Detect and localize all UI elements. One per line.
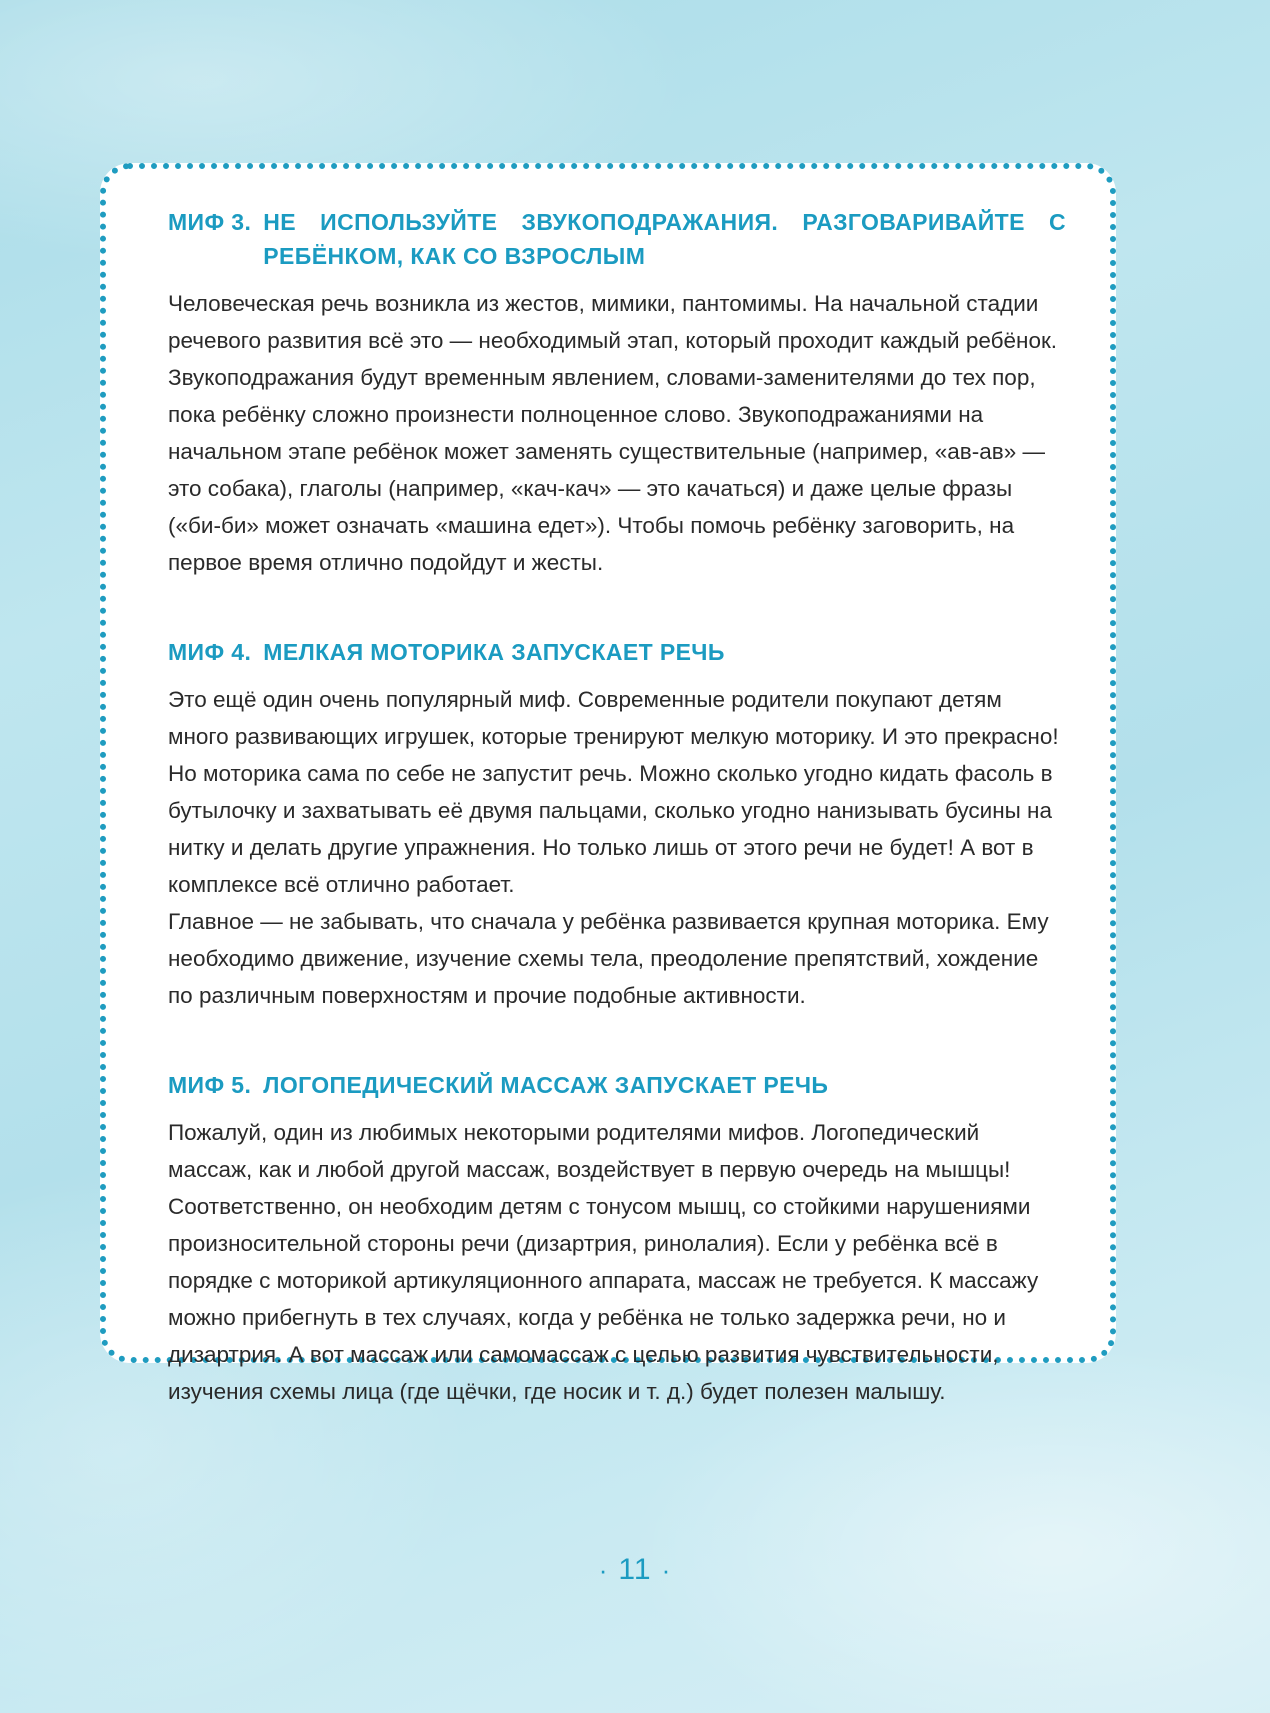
myth-4-section (168, 635, 1066, 1014)
page-number-value: 11 (618, 1553, 652, 1586)
myth-5-paragraph-1: Пожалуй, один из любимых некоторыми родителями мифов. Логопедический массаж, как и любой другой массаж, воздействует в первую очередь на мышцы! Соответственно, он необходим детям с тонусом мышц, со стойкими нарушениями произносительной стороны речи (дизартрия, ринолалия). Если у ребёнка всё в порядке с моторикой артикуляционного аппарата, массаж не требуется. К массажу можно прибегнуть в тех случаях, когда у ребёнка не только задержка речи, но и дизартрия. А вот массаж или самомассаж с целью развития чувствительности, изучения схемы лица (где щёчки, где носик и т. д.) будет полезен малышу. (168, 1120, 1039, 1404)
myth-4-body (168, 681, 1066, 1014)
myth-4-paragraph-1: Это ещё один очень популярный миф. Современные родители покупают детям много развивающих игрушек, которые тренируют мелкую моторику. И это прекрасно! Но моторика сама по себе не запустит речь. Можно сколько угодно кидать фасоль в бутылочку и захватывать её двумя пальцами, сколько угодно нанизывать бусины на нитку и делать другие упражнения. Но только лишь от этого речи не будет! А вот в комплексе всё отлично работает. (168, 687, 1059, 897)
myth-3-section (168, 205, 1066, 581)
myth-3-body (168, 285, 1066, 581)
myth-4-number: МИФ 4. (168, 639, 252, 665)
myth-3-number: МИФ 3. (168, 209, 252, 235)
myth-4-title (168, 635, 1066, 669)
myths-card (100, 163, 1116, 1404)
myth-4-heading: МЕЛКАЯ МОТОРИКА ЗАПУСКАЕТ РЕЧЬ (263, 639, 725, 665)
myth-5-body (168, 1114, 1066, 1410)
page-number (0, 1553, 1270, 1587)
myth-5-number: МИФ 5. (168, 1072, 252, 1098)
page-number-dot-left: · (598, 1555, 609, 1585)
myth-5-title (168, 1068, 1066, 1102)
myth-5-section (168, 1068, 1066, 1410)
myth-3-title (168, 205, 1066, 273)
myth-5-heading: ЛОГОПЕДИЧЕСКИЙ МАССАЖ ЗАПУСКАЕТ РЕЧЬ (263, 1072, 829, 1098)
myth-3-heading: НЕ ИСПОЛЬЗУЙТЕ ЗВУКОПОДРАЖАНИЯ. РАЗГОВАРИВАЙТЕ С РЕБЁНКОМ, КАК СО ВЗРОСЛЫМ (263, 209, 1066, 269)
page-number-dot-right: · (661, 1555, 672, 1585)
myth-3-paragraph-1: Человеческая речь возникла из жестов, мимики, пантомимы. На начальной стадии речевого развития всё это — необходимый этап, который проходит каждый ребёнок. Звукоподражания будут временным явлением, словами-заменителями до тех пор, пока ребёнку сложно произнести полноценное слово. Звукоподражаниями на начальном этапе ребёнок может заменять существительные (например, «ав-ав» — это собака), глаголы (например, «кач-кач» — это качаться) и даже целые фразы («би-би» может означать «машина едет»). Чтобы помочь ребёнку заговорить, на первое время отлично подойдут и жесты. (168, 291, 1058, 575)
myth-4-paragraph-2: Главное — не забывать, что сначала у ребёнка развивается крупная моторика. Ему необходимо движение, изучение схемы тела, преодоление препятствий, хождение по различным поверхностям и прочие подобные активности. (168, 909, 1049, 1008)
